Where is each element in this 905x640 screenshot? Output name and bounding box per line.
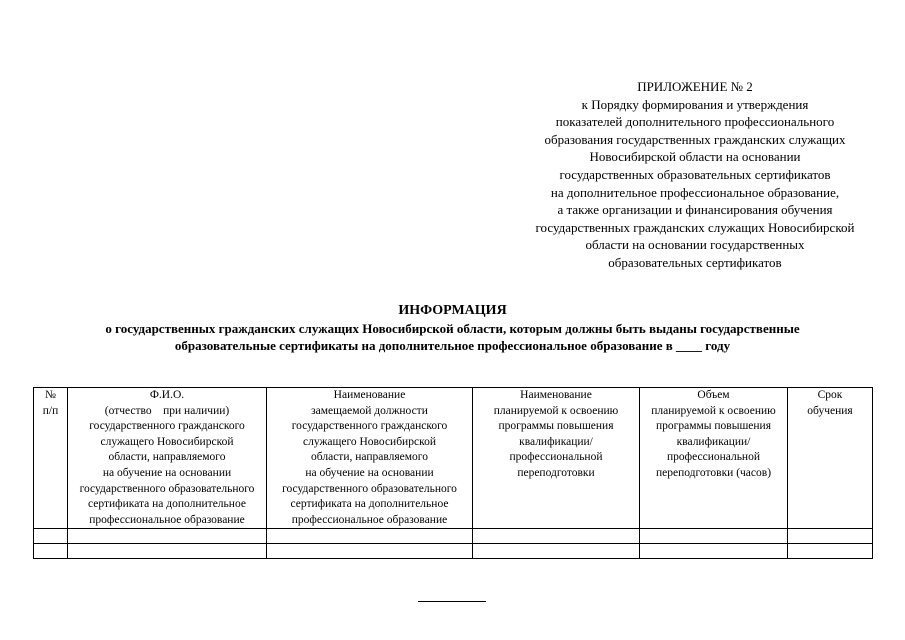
table-cell [34, 529, 68, 544]
appendix-line: Новосибирской области на основании [589, 149, 801, 165]
column-header-program-name: Наименование планируемой к освоению программы повышения квалификации/ профессиональной переподготовки [473, 388, 640, 529]
footer-separator-line [418, 601, 486, 602]
document-subtitle-line-2: образовательные сертификаты на дополнительное профессиональное образование в ____ году [174, 338, 731, 353]
appendix-line: на дополнительное профессиональное образование, [550, 184, 840, 200]
table-cell [788, 544, 873, 559]
table-cell [473, 544, 640, 559]
column-header-duration: Срок обучения [788, 388, 873, 529]
appendix-block [505, 78, 885, 272]
table-cell [473, 529, 640, 544]
table-cell [267, 544, 473, 559]
appendix-line: образования государственных гражданских служащих [544, 131, 846, 147]
column-header-number: № п/п [34, 388, 68, 529]
table-cell [267, 529, 473, 544]
appendix-line: образовательных сертификатов [608, 254, 782, 270]
table-cell [68, 544, 267, 559]
document-title: ИНФОРМАЦИЯ [398, 303, 507, 318]
appendix-line: к Порядку формирования и утверждения [581, 96, 809, 112]
column-header-full-name: Ф.И.О. (отчество при наличии) государственного гражданского служащего Новосибирской области, направляемого на обучение на основании государственного образовательного сертификата на дополнительное профессиональное образование [68, 388, 267, 529]
appendix-line: области на основании государственных [585, 237, 805, 253]
table-cell [640, 544, 788, 559]
appendix-title: ПРИЛОЖЕНИЕ № 2 [637, 79, 753, 94]
appendix-line: а также организации и финансирования обучения [557, 202, 833, 218]
column-header-position: Наименование замещаемой должности государственного гражданского служащего Новосибирской области, направляемого на обучение на основании государственного образовательного сертификата на дополнительное профессиональное образование [267, 388, 473, 529]
info-table [33, 387, 873, 559]
document-subtitle-line-1: о государственных гражданских служащих Новосибирской области, которым должны быть выданы государственные [105, 321, 800, 336]
table-cell [34, 544, 68, 559]
table-cell [788, 529, 873, 544]
table-cell [68, 529, 267, 544]
table-cell [640, 529, 788, 544]
appendix-line: показателей дополнительного профессионального [555, 114, 835, 130]
table-row [34, 544, 873, 559]
appendix-line: государственных образовательных сертификатов [559, 166, 831, 182]
table-header-row [34, 388, 873, 529]
column-header-program-volume: Объем планируемой к освоению программы повышения квалификации/ профессиональной переподготовки (часов) [640, 388, 788, 529]
table-row [34, 529, 873, 544]
appendix-line: государственных гражданских служащих Новосибирской [535, 219, 855, 235]
